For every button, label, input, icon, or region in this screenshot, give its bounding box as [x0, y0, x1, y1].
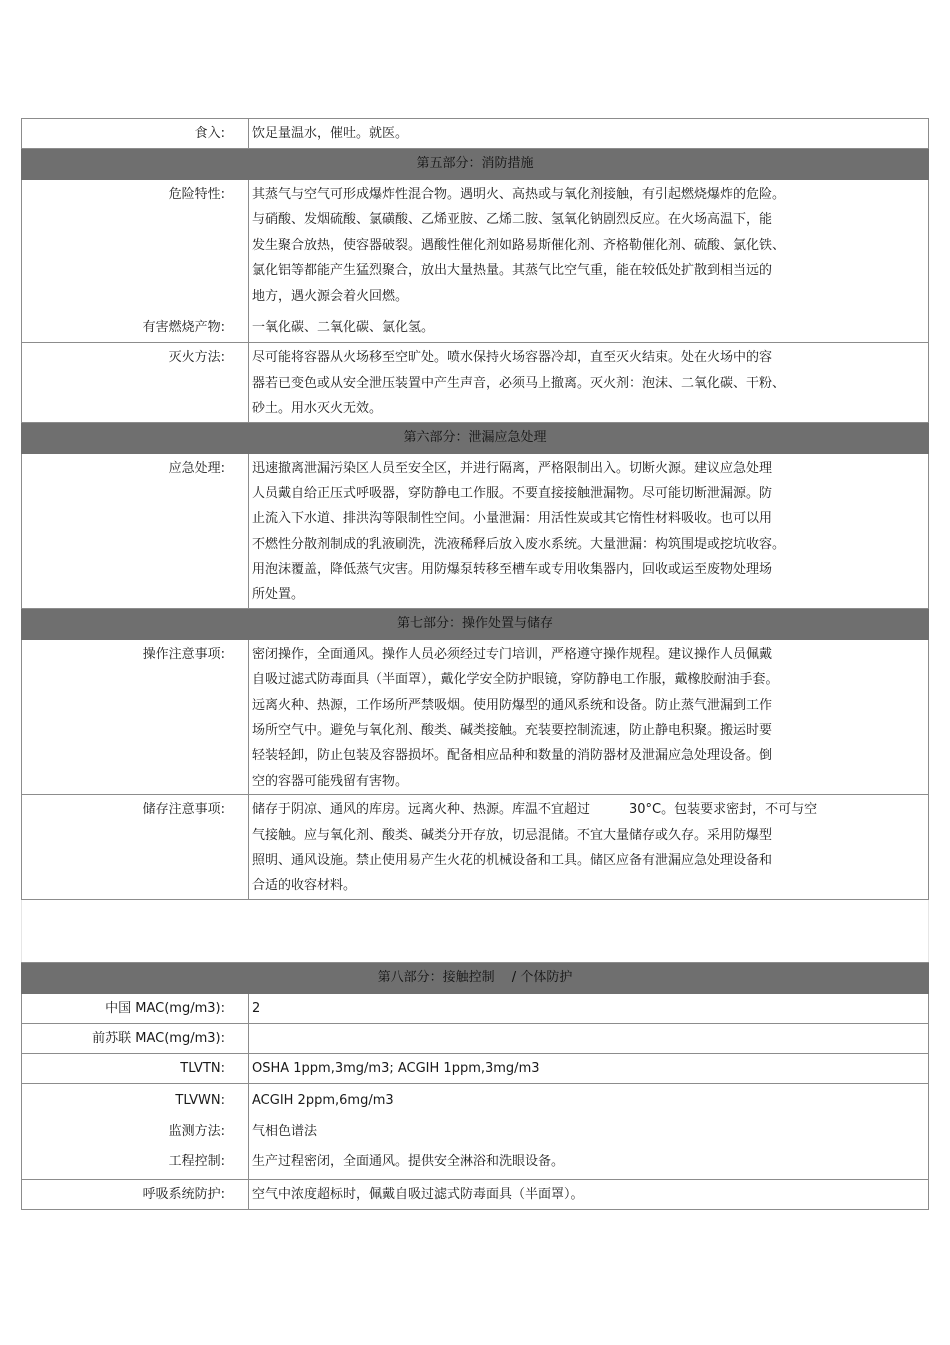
combustion-label: 有害燃烧产物:	[142, 319, 225, 335]
storage-line: 合适的收容材料。	[252, 878, 357, 894]
row-respiratory	[22, 1179, 929, 1209]
emergency-line: 止流入下水道、排洪沟等限制性空间。小量泄漏：用活性炭或其它惰性材料吸收。也可以用	[252, 511, 773, 527]
engineering-value: 生产过程密闭，全面通风。提供安全淋浴和洗眼设备。	[252, 1153, 565, 1169]
row-mac-ussr	[22, 1023, 929, 1053]
hazard-line: 氯化铝等都能产生猛烈聚合，放出大量热量。其蒸气比空气重，能在较低处扩散到相当远的	[252, 263, 773, 279]
section-5-title: 第五部分：消防措施	[22, 149, 929, 180]
row-emergency	[22, 453, 929, 608]
tlvtn-value: OSHA 1ppm,3mg/m3; ACGIH 1ppm,3mg/m3	[249, 1053, 929, 1083]
section-7-header	[22, 608, 929, 639]
row-extinguish	[22, 343, 929, 422]
row-hazard-block	[22, 180, 929, 343]
hazard-label: 危险特性:	[168, 187, 225, 202]
storage-line: 气接触。应与氧化剂、酸类、碱类分开存放，切忌混储。不宜大量储存或久存。采用防爆型	[252, 827, 773, 843]
handling-line: 自吸过滤式防毒面具（半面罩），戴化学安全防护眼镜，穿防静电工作服，戴橡胶耐油手套。	[252, 672, 779, 688]
storage-line: 储存于阴凉、通风的库房。远离火种、热源。库温不宜超过 30°C。包装要求密封，不可与空	[252, 802, 818, 818]
emergency-line: 所处置。	[252, 587, 305, 603]
extinguish-line: 尽可能将容器从火场移至空旷处。喷水保持火场容器冷却，直至灭火结束。处在火场中的容	[252, 350, 773, 366]
handling-label: 操作注意事项:	[142, 646, 225, 662]
row-mac-china	[22, 993, 929, 1023]
mac-ussr-label: 前苏联 MAC(mg/m3):	[22, 1023, 249, 1053]
storage-line: 照明、通风设施。禁止使用易产生火花的机械设备和工具。储区应备有泄漏应急处理设备和	[252, 852, 773, 868]
respiratory-value: 空气中浓度超标时，佩戴自吸过滤式防毒面具（半面罩）。	[249, 1179, 929, 1209]
section-5-header	[22, 149, 929, 180]
handling-line: 远离火种、热源，工作场所严禁吸烟。使用防爆型的通风系统和设备。防止蒸气泄漏到工作	[252, 697, 773, 713]
row-ingestion	[22, 119, 929, 149]
mac-china-label: 中国 MAC(mg/m3):	[22, 993, 249, 1023]
storage-label: 储存注意事项:	[142, 802, 225, 818]
handling-line: 密闭操作，全面通风。操作人员必须经过专门培训，严格遵守操作规程。建议操作人员佩戴	[252, 646, 773, 662]
row-storage	[22, 795, 929, 900]
respiratory-label: 呼吸系统防护:	[22, 1179, 249, 1209]
hazard-line: 地方，遇火源会着火回燃。	[252, 288, 409, 304]
emergency-line: 迅速撤离泄漏污染区人员至安全区，并进行隔离，严格限制出入。切断火源。建议应急处理	[252, 460, 773, 476]
hazard-line: 与硝酸、发烟硫酸、氯磺酸、乙烯亚胺、乙烯二胺、氢氧化钠剧烈反应。在火场高温下，能	[252, 212, 773, 228]
combustion-value: 一氧化碳、二氧化碳、氯化氢。	[252, 319, 435, 335]
hazard-line: 发生聚合放热，使容器破裂。遇酸性催化剂如路易斯催化剂、齐格勒催化剂、硫酸、氯化铁、	[252, 237, 786, 253]
section-6-title: 第六部分：泄漏应急处理	[22, 422, 929, 453]
mac-china-value: 2	[249, 993, 929, 1023]
msds-document	[21, 118, 928, 1210]
tlvwn-value: ACGIH 2ppm,6mg/m3	[252, 1092, 394, 1108]
extinguish-line: 器若已变色或从安全泄压装置中产生声音，必须马上撤离。灭火剂：泡沫、二氧化碳、干粉、	[252, 375, 786, 391]
section-8-title: 第八部分：接触控制 / 个体防护	[22, 962, 929, 993]
mac-ussr-value	[249, 1023, 929, 1053]
ingestion-label: 食入:	[22, 119, 249, 149]
section-6-header	[22, 422, 929, 453]
monitoring-value: 气相色谱法	[252, 1123, 318, 1139]
section-8-header	[22, 962, 929, 993]
hazard-line: 其蒸气与空气可形成爆炸性混合物。遇明火、高热或与氧化剂接触，有引起燃烧爆炸的危险。	[252, 187, 786, 202]
engineering-label: 工程控制:	[168, 1153, 225, 1169]
ingestion-value: 饮足量温水，催吐。就医。	[249, 119, 929, 149]
tlvtn-label: TLVTN:	[22, 1053, 249, 1083]
handling-line: 空的容器可能残留有害物。	[252, 773, 409, 789]
msds-table	[21, 118, 929, 1210]
handling-line: 轻装轻卸，防止包装及容器损坏。配备相应品种和数量的消防器材及泄漏应急处理设备。倒	[252, 748, 773, 764]
emergency-line: 人员戴自给正压式呼吸器，穿防静电工作服。不要直接接触泄漏物。尽可能切断泄漏源。防	[252, 485, 773, 501]
extinguish-line: 砂土。用水灭火无效。	[252, 401, 383, 417]
row-handling	[22, 639, 929, 794]
extinguish-label: 灭火方法:	[168, 350, 225, 366]
emergency-line: 不燃性分散剂制成的乳液刷洗，洗液稀释后放入废水系统。大量泄漏：构筑围堤或挖坑收容。	[252, 536, 786, 552]
section-7-title: 第七部分：操作处置与储存	[22, 608, 929, 639]
row-tlvtn	[22, 1053, 929, 1083]
row-tlvwn-block	[22, 1083, 929, 1179]
monitoring-label: 监测方法:	[168, 1123, 225, 1139]
handling-line: 场所空气中。避免与氧化剂、酸类、碱类接触。充装要控制流速，防止静电积聚。搬运时要	[252, 723, 773, 739]
emergency-label: 应急处理:	[168, 460, 225, 476]
emergency-line: 用泡沫覆盖，降低蒸气灾害。用防爆泵转移至槽车或专用收集器内，回收或运至废物处理场	[252, 562, 773, 578]
blank-spacer-row	[22, 899, 929, 962]
tlvwn-label: TLVWN:	[175, 1092, 225, 1108]
